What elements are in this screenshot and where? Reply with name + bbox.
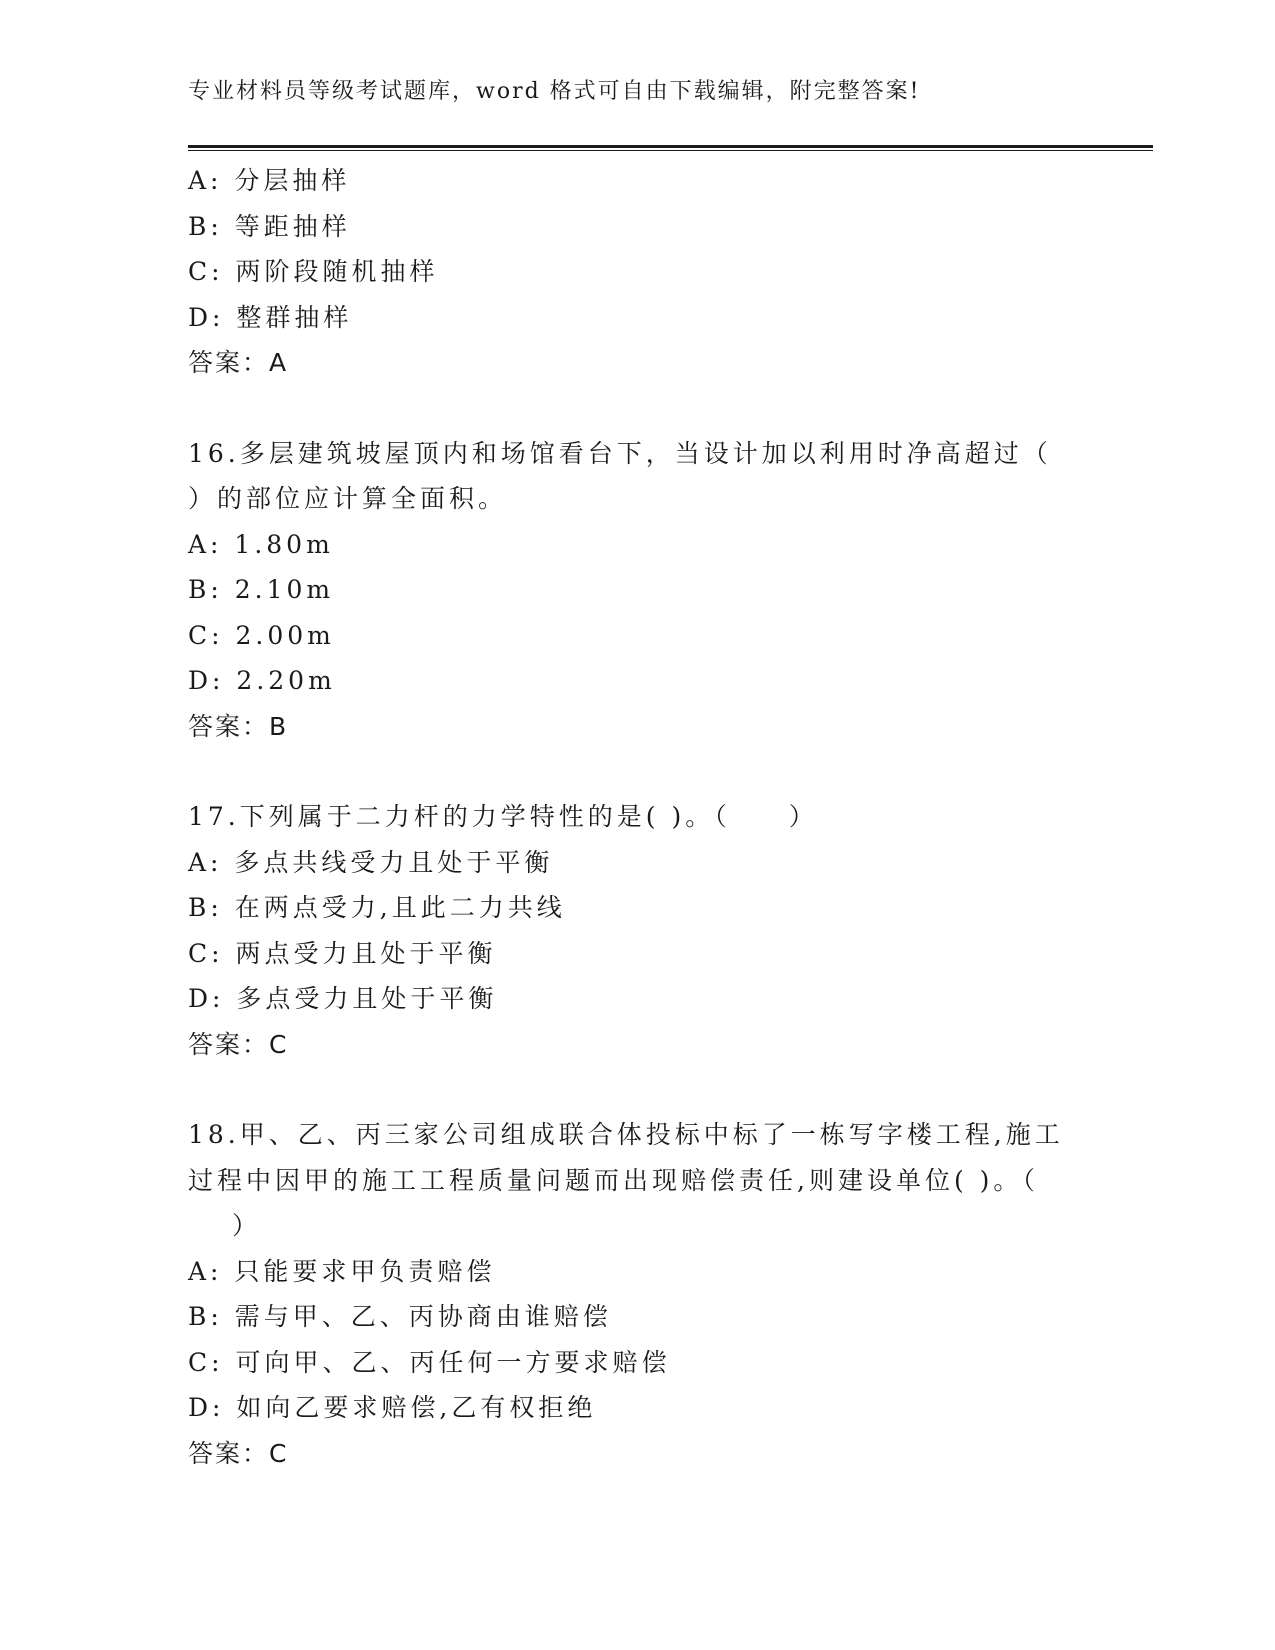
question-list bbox=[188, 158, 1088, 1476]
question-stem: 18.甲、乙、丙三家公司组成联合体投标中标了一栋写字楼工程,施工 bbox=[188, 1120, 1064, 1149]
option-d: D: 如向乙要求赔偿,乙有权拒绝 bbox=[188, 1393, 597, 1422]
option-c: C: 可向甲、乙、丙任何一方要求赔偿 bbox=[188, 1347, 671, 1377]
option-c: C: 两阶段随机抽样 bbox=[188, 257, 439, 286]
question-18 bbox=[188, 1112, 1088, 1476]
option-a: A: 只能要求甲负责赔偿 bbox=[188, 1256, 496, 1286]
option-d: D: 多点受力且处于平衡 bbox=[188, 984, 498, 1013]
option-c: C: 2.00m bbox=[188, 620, 335, 650]
option-a: A: 1.80m bbox=[188, 529, 334, 559]
question-17 bbox=[188, 794, 1088, 1067]
option-b: B: 在两点受力,且此二力共线 bbox=[188, 893, 566, 922]
option-d: D: 整群抽样 bbox=[188, 302, 353, 332]
answer: 答案：C bbox=[188, 1438, 289, 1468]
question-16 bbox=[188, 431, 1088, 750]
option-d: D: 2.20m bbox=[188, 666, 336, 695]
answer: 答案：C bbox=[188, 1029, 289, 1059]
question-stem: 17.下列属于二力杆的力学特性的是( )。（ ） bbox=[188, 802, 818, 831]
option-b: B: 等距抽样 bbox=[188, 211, 351, 241]
question-stem: ） bbox=[232, 1211, 262, 1240]
question-stem: ）的部位应计算全面积。 bbox=[188, 484, 508, 513]
option-b: B: 需与甲、乙、丙协商由谁赔偿 bbox=[188, 1302, 612, 1331]
option-b: B: 2.10m bbox=[188, 575, 335, 604]
question-15-fragment bbox=[188, 158, 1088, 386]
answer: 答案：B bbox=[188, 711, 289, 741]
header-rule-thin bbox=[188, 150, 1153, 151]
question-stem: 过程中因甲的施工工程质量问题而出现赔偿责任,则建设单位( )。（ bbox=[188, 1165, 1039, 1195]
option-a: A: 多点共线受力且处于平衡 bbox=[188, 847, 554, 877]
answer: 答案：A bbox=[188, 348, 289, 377]
question-stem: 16.多层建筑坡屋顶内和场馆看台下，当设计加以利用时净高超过（ bbox=[188, 438, 1052, 468]
option-a: A: 分层抽样 bbox=[188, 166, 351, 195]
option-c: C: 两点受力且处于平衡 bbox=[188, 938, 497, 968]
page-header: 专业材料员等级考试题库，word 格式可自由下载编辑，附完整答案! bbox=[188, 79, 921, 104]
header-rule-thick bbox=[188, 145, 1153, 148]
